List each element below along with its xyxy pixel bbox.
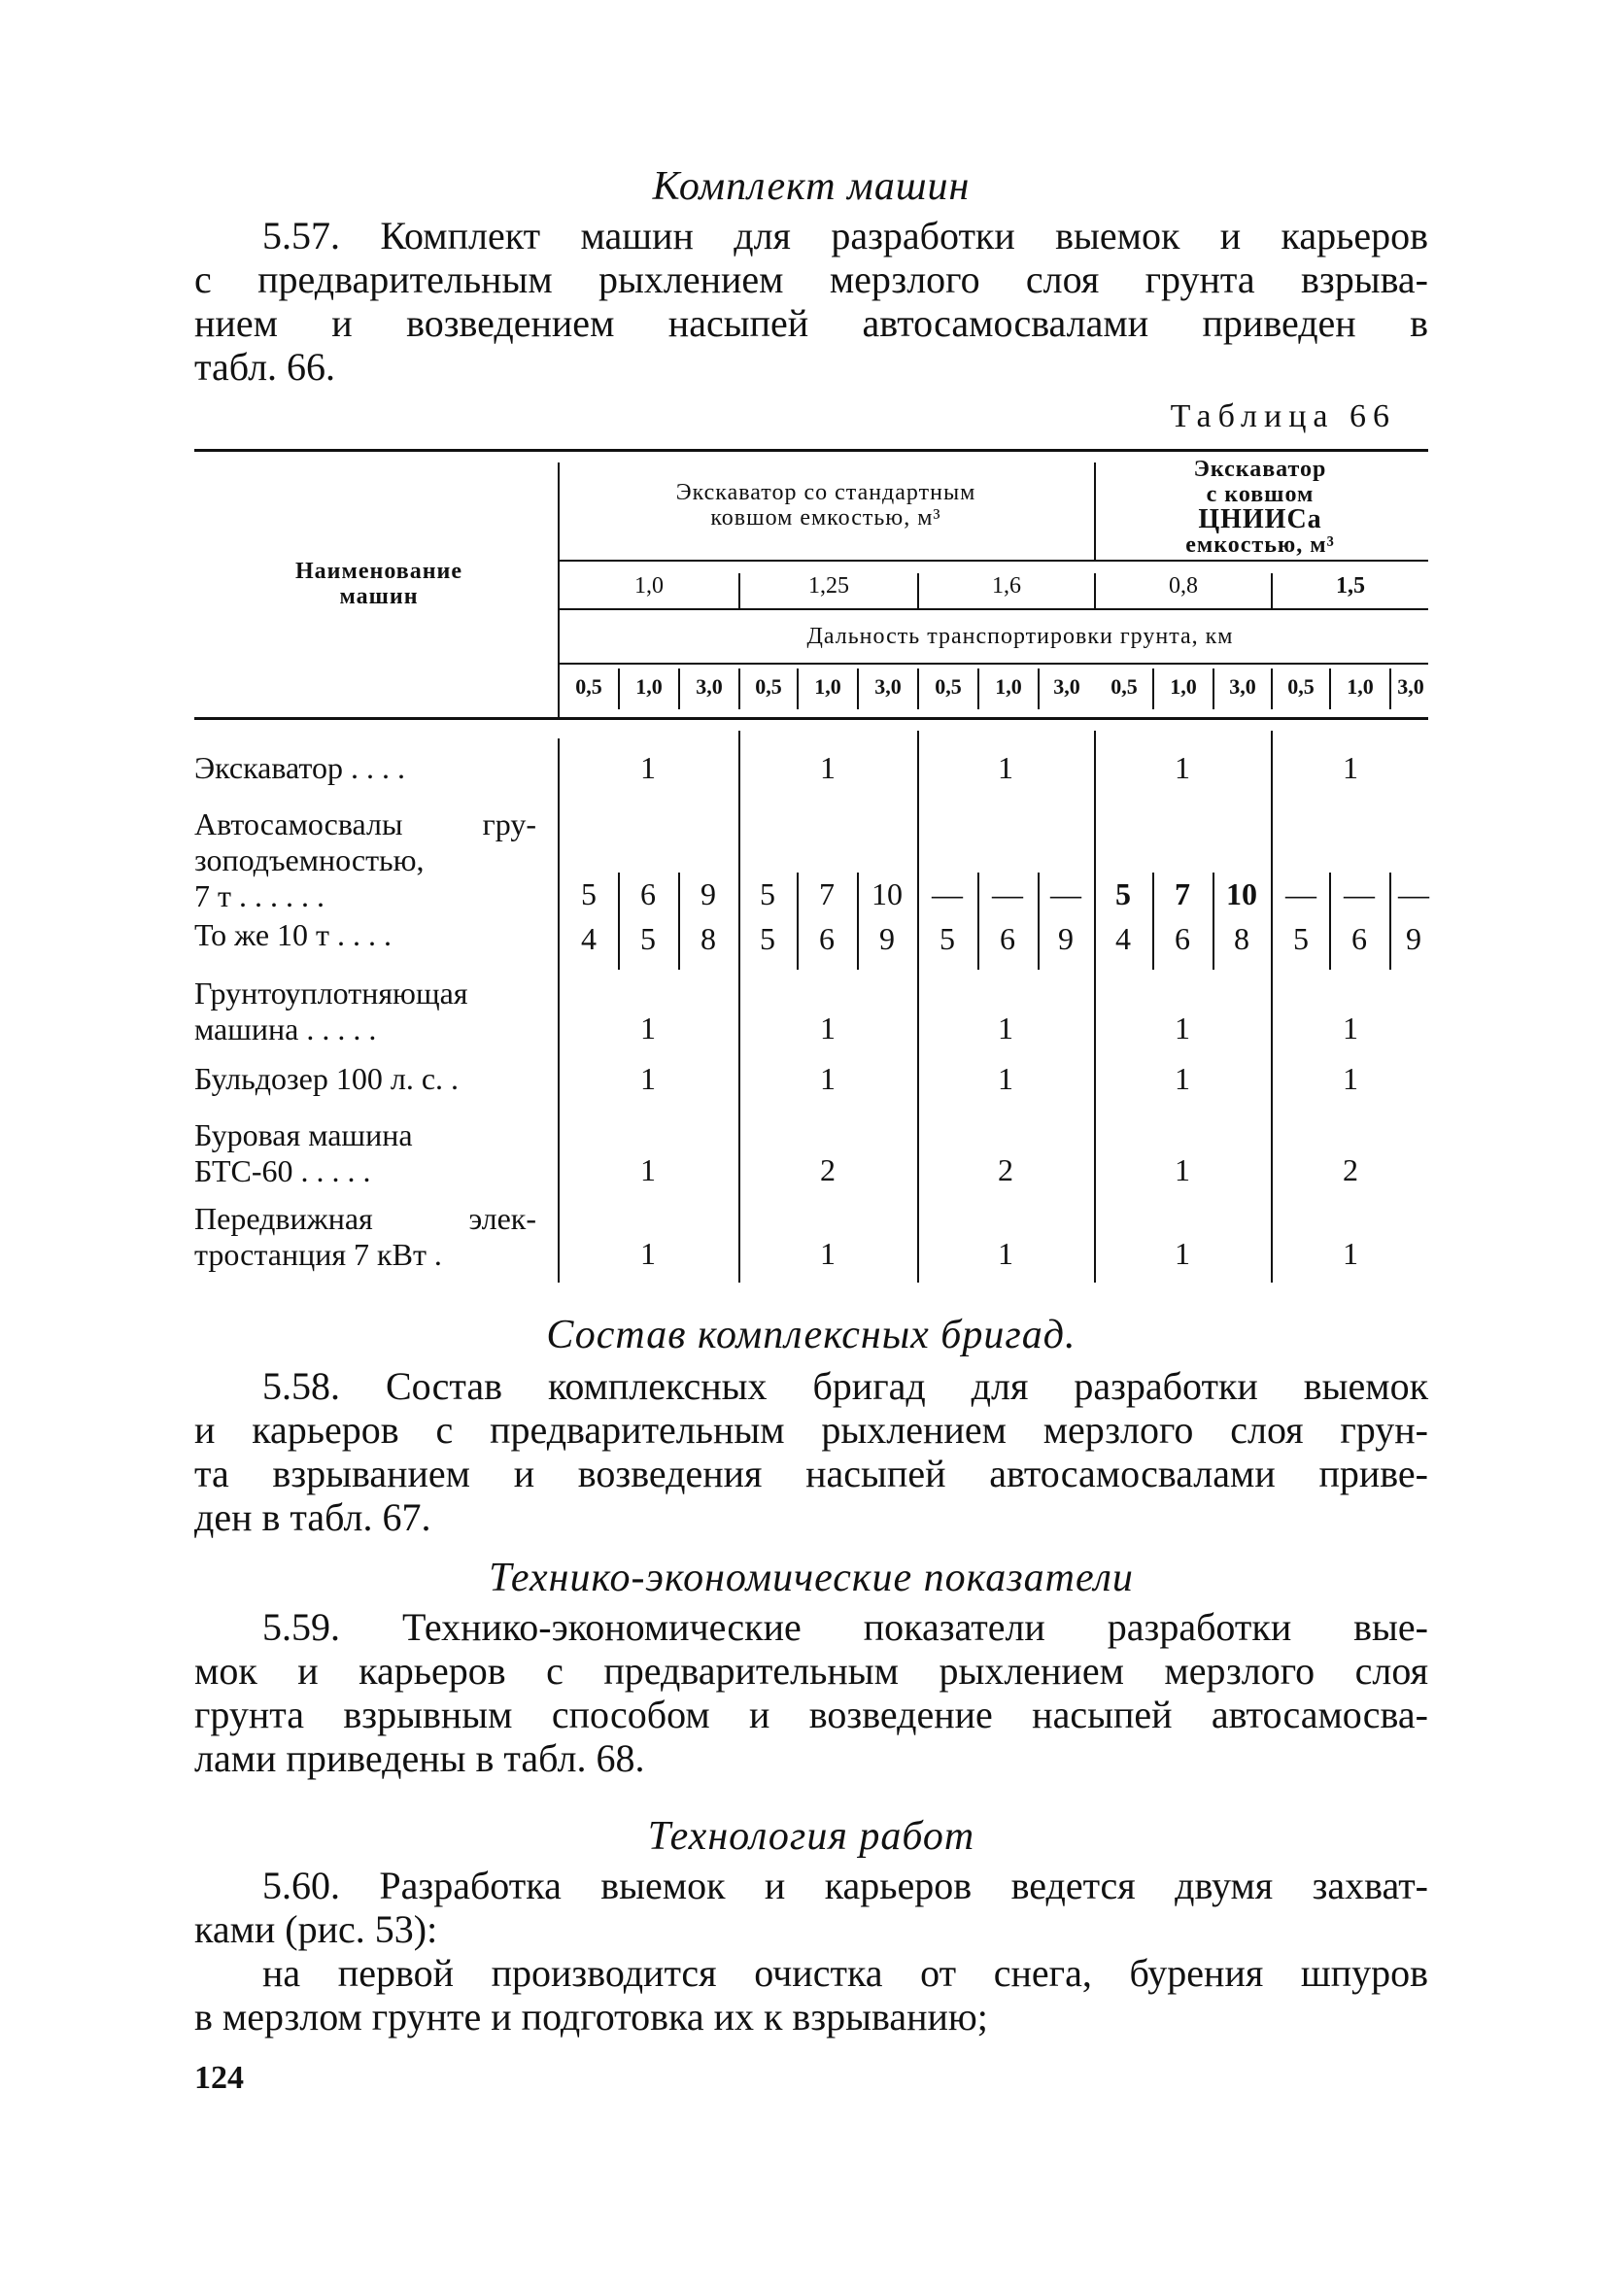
column-group-standard-bucket — [564, 480, 1088, 531]
row-label-trucks-10t — [194, 917, 536, 953]
cell-compactor: 1 — [820, 1011, 836, 1045]
cell-drill: 2 — [820, 1152, 836, 1187]
cell-bulldozer: 1 — [1175, 1061, 1190, 1096]
cell-trucks10: 5 — [640, 921, 656, 956]
cell-trucks10: 5 — [1293, 921, 1309, 956]
cell-power: 1 — [1343, 1236, 1358, 1271]
text-line: нием и возведением насыпей автосамосвалами приведен в — [194, 301, 1428, 345]
cell-trucks7: 9 — [700, 876, 716, 911]
label-line: То же 10 т . . . . — [194, 917, 393, 952]
header-divider — [1094, 463, 1096, 560]
cell-trucks7: — — [992, 876, 1023, 911]
label-line: машина . . . . . — [194, 1011, 377, 1046]
text-line: ками (рис. 53): — [194, 1907, 438, 1951]
distance-cell: 3,0 — [696, 674, 723, 699]
heading-technology: Технология работ — [647, 1814, 975, 1859]
label-line: Грунтоуплотняющая — [194, 976, 468, 1011]
cell-bulldozer: 1 — [1343, 1061, 1358, 1096]
distance-cell: 0,5 — [1287, 674, 1315, 699]
distance-cell: 1,0 — [995, 674, 1022, 699]
text-line: и карьеров с предварительным рыхлением мерзлого слоя грун- — [194, 1408, 1428, 1452]
paragraph-5-59 — [194, 1605, 1428, 1780]
cell-trucks7: 5 — [760, 876, 775, 911]
header-text: машин — [339, 584, 419, 609]
label-line: Бульдозер 100 л. с. . — [194, 1061, 460, 1096]
cell-trucks10: 9 — [1406, 921, 1421, 956]
body-divider — [1271, 731, 1273, 1283]
capacity-1-25: 1,25 — [808, 573, 849, 599]
text-line: ден в табл. 67. — [194, 1495, 431, 1539]
heading-machine-set: Комплект машин — [652, 164, 971, 209]
body-sub-divider — [1152, 873, 1154, 970]
cell-trucks10: 8 — [700, 921, 716, 956]
text-line: на первой производится очистка от снега, бурения шпуров — [262, 1951, 1428, 1995]
body-divider — [558, 738, 560, 1283]
row-label-compactor — [194, 976, 536, 1047]
heading-brigades: Состав комплексных бригад. — [546, 1313, 1076, 1357]
text-line: 5.60. Разработка выемок и карьеров ведется двумя захват- — [262, 1864, 1428, 1907]
label-line: зоподъемностью, — [194, 842, 425, 877]
cell-trucks10: 4 — [1115, 921, 1131, 956]
cell-excavator: 1 — [1175, 750, 1190, 785]
label-line: БТС-60 . . . . . — [194, 1153, 371, 1188]
distance-cell: 1,0 — [635, 674, 663, 699]
header-text: емкостью, м³ — [1185, 532, 1335, 558]
cell-excavator: 1 — [820, 750, 836, 785]
text-line: с предварительным рыхлением мерзлого слоя грунта взрыва- — [194, 257, 1428, 301]
header-text: Наименование — [295, 559, 462, 584]
header-text: Экскаватор — [1193, 457, 1327, 482]
cell-trucks7: — — [1285, 876, 1316, 911]
distance-cell: 1,0 — [814, 674, 841, 699]
label-line: Буровая машина — [194, 1117, 413, 1152]
body-divider — [738, 731, 740, 1283]
distance-cell: 3,0 — [1229, 674, 1256, 699]
cell-power: 1 — [640, 1236, 656, 1271]
header-text: ковшом емкостью, м³ — [710, 505, 941, 531]
cell-excavator: 1 — [998, 750, 1013, 785]
distance-cell: 0,5 — [1111, 674, 1138, 699]
table-top-rule — [194, 449, 1428, 452]
header-rule — [558, 560, 1428, 562]
page-number: 124 — [194, 2060, 244, 2096]
body-sub-divider — [1329, 873, 1331, 970]
label-line: Автосамосвалы гру- — [194, 806, 536, 841]
body-sub-divider — [618, 873, 620, 970]
capacity-1-5: 1,5 — [1336, 573, 1365, 599]
cell-power: 1 — [1175, 1236, 1190, 1271]
capacity-1-6: 1,6 — [992, 573, 1021, 599]
capacity-1-0: 1,0 — [634, 573, 664, 599]
cell-compactor: 1 — [1175, 1011, 1190, 1045]
body-sub-divider — [857, 873, 859, 970]
header-rule — [558, 663, 1428, 665]
cell-trucks10: 8 — [1234, 921, 1249, 956]
row-label-trucks-7t — [194, 806, 536, 914]
column-group-cniis-bucket — [1100, 457, 1420, 558]
cell-trucks7: 5 — [581, 876, 597, 911]
text-line: 5.59. Технико-экономические показатели разработки вые- — [262, 1605, 1428, 1649]
distance-cell: 3,0 — [874, 674, 902, 699]
cell-trucks7: 10 — [1226, 876, 1257, 911]
text-line: в мерзлом грунте и подготовка их к взрыванию; — [194, 1995, 988, 2039]
header-text: ЦНИИСа — [1198, 504, 1322, 534]
text-line: 5.58. Состав комплексных бригад для разработки выемок — [262, 1364, 1428, 1408]
header-bottom-rule — [194, 717, 1428, 720]
cell-bulldozer: 1 — [820, 1061, 836, 1096]
cell-trucks7: — — [932, 876, 963, 911]
cell-bulldozer: 1 — [998, 1061, 1013, 1096]
row-label-excavator — [194, 750, 536, 786]
body-sub-divider — [977, 873, 979, 970]
cell-excavator: 1 — [640, 750, 656, 785]
heading-indicators: Технико-экономические показатели — [489, 1556, 1134, 1600]
row-label-drill — [194, 1117, 536, 1189]
cell-trucks7: — — [1050, 876, 1081, 911]
cell-trucks10: 5 — [940, 921, 955, 956]
cell-bulldozer: 1 — [640, 1061, 656, 1096]
cell-drill: 1 — [1175, 1152, 1190, 1187]
text-line: мок и карьеров с предварительным рыхлением мерзлого слоя — [194, 1649, 1428, 1693]
cell-trucks7: — — [1344, 876, 1375, 911]
cell-trucks10: 4 — [581, 921, 597, 956]
row-label-bulldozer — [194, 1061, 536, 1097]
label-line: 7 т . . . . . . — [194, 878, 325, 913]
cell-trucks7: 7 — [1175, 876, 1190, 911]
cell-trucks7: 5 — [1115, 876, 1131, 911]
distance-cell: 0,5 — [575, 674, 602, 699]
cell-trucks10: 6 — [1000, 921, 1015, 956]
label-line: тростанция 7 кВт . — [194, 1237, 442, 1272]
cell-excavator: 1 — [1343, 750, 1358, 785]
body-divider — [917, 731, 919, 1283]
distance-cell: 3,0 — [1397, 674, 1424, 699]
cell-trucks7: — — [1398, 876, 1429, 911]
cell-compactor: 1 — [998, 1011, 1013, 1045]
paragraph-5-58 — [194, 1364, 1428, 1539]
label-line: Передвижная элек- — [194, 1201, 536, 1236]
distance-cell: 0,5 — [935, 674, 962, 699]
distance-cell: 0,5 — [755, 674, 782, 699]
label-line: Экскаватор . . . . — [194, 750, 405, 785]
body-sub-divider — [797, 873, 799, 970]
distance-cell: 3,0 — [1053, 674, 1080, 699]
cell-trucks10: 6 — [1351, 921, 1367, 956]
header-rule — [558, 608, 1428, 610]
column-header-name — [233, 559, 525, 609]
cell-trucks10: 6 — [819, 921, 835, 956]
cell-power: 1 — [998, 1236, 1013, 1271]
distance-header: Дальность транспортировки грунта, км — [806, 624, 1234, 649]
header-text: с ковшом — [1206, 482, 1315, 507]
cell-compactor: 1 — [1343, 1011, 1358, 1045]
cell-drill: 2 — [998, 1152, 1013, 1187]
cell-trucks10: 9 — [1058, 921, 1074, 956]
row-label-power-station — [194, 1201, 536, 1273]
capacity-0-8: 0,8 — [1169, 573, 1198, 599]
body-divider — [1094, 731, 1096, 1283]
text-line: 5.57. Комплект машин для разработки выемок и карьеров — [262, 214, 1428, 257]
text-line: грунта взрывным способом и возведение насыпей автосамосва- — [194, 1693, 1428, 1736]
cell-trucks10: 5 — [760, 921, 775, 956]
body-sub-divider — [678, 873, 680, 970]
cell-trucks7: 6 — [640, 876, 656, 911]
text-line: та взрыванием и возведения насыпей автосамосвалами приве- — [194, 1452, 1428, 1495]
cell-power: 1 — [820, 1236, 836, 1271]
cell-trucks7: 7 — [819, 876, 835, 911]
distance-cell: 1,0 — [1170, 674, 1197, 699]
cell-drill: 1 — [640, 1152, 656, 1187]
table-caption: Таблица 66 — [1170, 398, 1396, 434]
cell-trucks10: 9 — [879, 921, 895, 956]
text-line: лами приведены в табл. 68. — [194, 1736, 645, 1780]
cell-trucks7: 10 — [871, 876, 903, 911]
cell-compactor: 1 — [640, 1011, 656, 1045]
cell-trucks10: 6 — [1175, 921, 1190, 956]
distance-cell: 1,0 — [1347, 674, 1374, 699]
text-line: табл. 66. — [194, 345, 336, 389]
paragraph-5-60 — [194, 1864, 1428, 2039]
header-text: Экскаватор со стандартным — [675, 480, 976, 505]
cell-drill: 2 — [1343, 1152, 1358, 1187]
